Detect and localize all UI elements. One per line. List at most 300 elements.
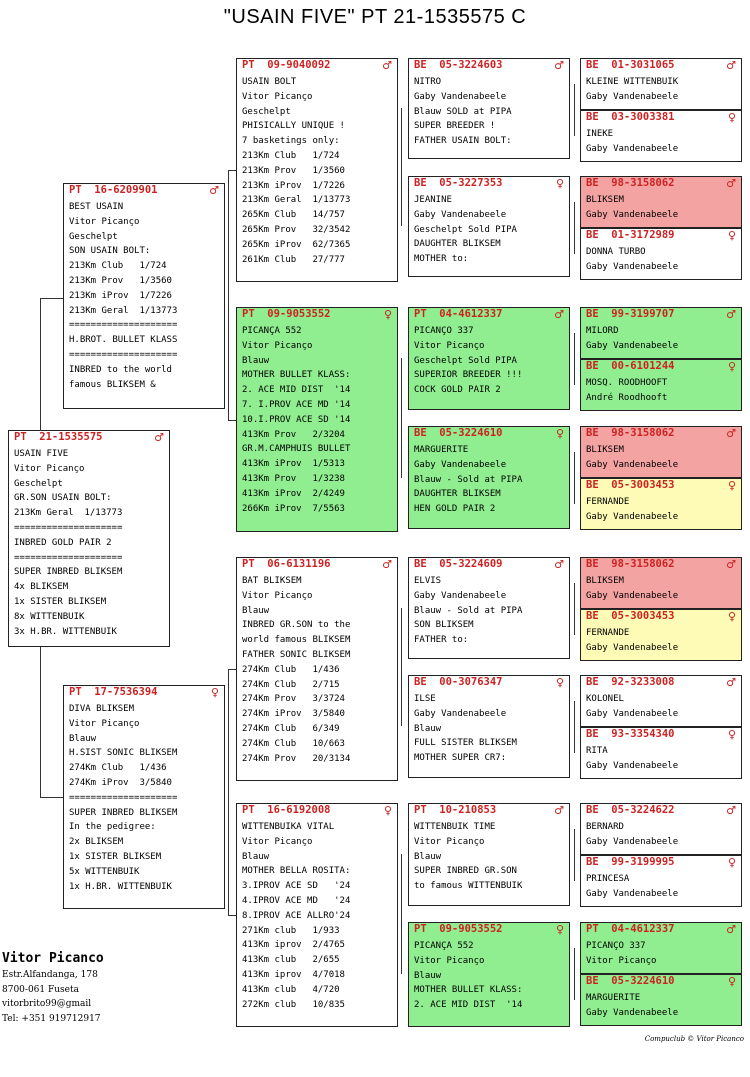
female-symbol-icon: ♀ [555, 177, 564, 190]
ring-number-text: PT 09-9053552 [242, 308, 331, 320]
pedigree-line: ==================== [69, 349, 178, 360]
pedigree-line: Vitor Picanço [69, 718, 140, 729]
female-symbol-icon: ♀ [555, 923, 564, 936]
pigeon-name: KOLONEL [586, 694, 624, 704]
female-symbol-icon: ♀ [210, 686, 219, 699]
pedigree-card-gggen-14 [580, 855, 742, 907]
ring-number-text: PT 16-6209901 [69, 184, 158, 196]
pedigree-card-dam-dam [236, 803, 398, 1027]
ring-number [581, 229, 741, 242]
pedigree-line: INBRED GOLD PAIR 2 [14, 537, 112, 548]
pedigree-card-ggen-1 [408, 58, 570, 159]
connector-line [228, 669, 229, 915]
connector-line [574, 948, 575, 1000]
pedigree-line: MOTHER SUPER CR7: [414, 753, 507, 764]
breeder-email: vitorbrito99@gmail [2, 999, 92, 1009]
pedigree-line: DAUGHTER BLIKSEM [414, 489, 501, 500]
pedigree-line: DAUGHTER BLIKSEM [414, 239, 501, 250]
pedigree-line: H.SIST SONIC BLIKSEM [69, 748, 178, 759]
pedigree-line: Gaby Vandenabeele [414, 708, 507, 719]
pedigree-line: Blauw - Sold at PIPA [414, 605, 523, 616]
ring-number-text: BE 05-3003453 [586, 610, 675, 622]
breeder-address-city: 8700-061 Fuseta [2, 984, 79, 995]
pigeon-name: RITA [586, 746, 608, 756]
pedigree-line: Gaby Vandenabeele [586, 1007, 679, 1018]
pigeon-name: BLIKSEM [586, 576, 624, 586]
pedigree-line: 4x BLIKSEM [14, 582, 69, 593]
pigeon-name: USAIN FIVE [14, 449, 69, 459]
connector-line [40, 797, 63, 798]
ring-number-text: BE 99-3199707 [586, 308, 675, 320]
pedigree-line: Blauw [414, 970, 442, 981]
pedigree-card-sire-dam [236, 307, 398, 532]
pedigree-line: Gaby Vandenabeele [414, 590, 507, 601]
female-symbol-icon: ♀ [727, 728, 736, 741]
pedigree-line: 5x WITTENBUIK [69, 866, 140, 877]
pedigree-line: FULL SISTER BLIKSEM [414, 738, 517, 749]
ring-number [581, 177, 741, 190]
pedigree-line: 413Km club 2/655 [242, 955, 340, 966]
pigeon-name: KLEINE WITTENBUIK [586, 77, 679, 87]
ring-number [581, 804, 741, 817]
pedigree-card-ggen-4 [408, 426, 570, 529]
pedigree-line: Vitor Picanço [242, 836, 313, 847]
ring-number-text: PT 09-9040092 [242, 59, 331, 71]
pedigree-card-sire-sire [236, 58, 398, 282]
male-symbol-icon: ♂ [726, 177, 736, 190]
ring-number [237, 59, 397, 72]
pedigree-line: world famous BLIKSEM [242, 635, 351, 646]
female-symbol-icon: ♀ [727, 610, 736, 623]
pedigree-card-ggen-8 [408, 922, 570, 1027]
ring-number [409, 308, 569, 321]
breeder-contact [2, 950, 104, 1026]
pedigree-line: SUPERIOR BREEDER !!! [414, 370, 523, 381]
pedigree-line: 274Km Prov 20/3134 [242, 753, 351, 764]
pedigree-line: 213Km Prov 1/3560 [242, 165, 345, 176]
ring-number-text: BE 05-3224622 [586, 804, 675, 816]
breeder-phone: Tel: +351 919712917 [2, 1013, 101, 1024]
connector-line [228, 170, 236, 171]
pedigree-line: 213Km Prov 1/3560 [69, 275, 172, 286]
pedigree-line: 7 basketings only: [242, 136, 340, 147]
pigeon-name: USAIN BOLT [242, 77, 297, 87]
pedigree-line: Geschelpt [14, 478, 63, 489]
male-symbol-icon: ♂ [726, 804, 736, 817]
connector-line [401, 854, 402, 974]
ring-number-text: BE 05-3224609 [414, 558, 503, 570]
ring-number [409, 427, 569, 440]
pedigree-line: SUPER INBRED BLIKSEM [69, 807, 178, 818]
pedigree-line: Blauw [242, 851, 270, 862]
ring-number-text: BE 05-3227353 [414, 177, 503, 189]
ring-number-text: BE 05-3224610 [586, 975, 675, 987]
connector-line [40, 298, 63, 299]
ring-number [581, 427, 741, 440]
pedigree-line: to famous WITTENBUIK [414, 881, 523, 892]
pedigree-line: GR.SON USAIN BOLT: [14, 493, 112, 504]
pedigree-line: Gaby Vandenabeele [586, 459, 679, 470]
female-symbol-icon: ♀ [555, 427, 564, 440]
pedigree-line: Geschelpt [242, 106, 291, 117]
ring-number-text: PT 17-7536394 [69, 686, 158, 698]
pedigree-line: Gaby Vandenabeele [586, 836, 679, 847]
male-symbol-icon: ♂ [554, 59, 564, 72]
female-symbol-icon: ♀ [383, 804, 392, 817]
ring-number-text: PT 04-4612337 [586, 923, 675, 935]
pedigree-line: Gaby Vandenabeele [586, 209, 679, 220]
pedigree-line: 213Km Geral 1/13773 [69, 305, 178, 316]
pedigree-line: 413Km iProv 2/4249 [242, 488, 345, 499]
pigeon-name: WITTENBUIK TIME [414, 822, 496, 832]
female-symbol-icon: ♀ [383, 308, 392, 321]
pedigree-line: Vitor Picanço [69, 216, 140, 227]
ring-number [581, 308, 741, 321]
male-symbol-icon: ♂ [726, 923, 736, 936]
pedigree-line: 274Km iProv 3/5840 [69, 777, 172, 788]
pedigree-card-gggen-8 [580, 478, 742, 530]
pedigree-line: 1x H.BR. WITTENBUIK [69, 881, 172, 892]
pedigree-line: GR.M.CAMPHUIS BULLET [242, 444, 351, 455]
pedigree-line: 261Km Club 27/777 [242, 254, 345, 265]
pigeon-name: PICANÇO 337 [586, 941, 646, 951]
male-symbol-icon: ♂ [554, 804, 564, 817]
pedigree-line: Gaby Vandenabeele [586, 91, 679, 102]
pedigree-line: Gaby Vandenabeele [586, 590, 679, 601]
pedigree-line: famous BLIKSEM & [69, 379, 156, 390]
pedigree-line: 213Km iProv 1/7226 [242, 180, 345, 191]
pedigree-line: Blauw [242, 355, 270, 366]
pedigree-line: 413Km iprov 4/7018 [242, 969, 345, 980]
pigeon-name: ILSE [414, 694, 436, 704]
male-symbol-icon: ♂ [154, 431, 164, 444]
pigeon-name: MARGUERITE [414, 445, 469, 455]
ring-number [237, 804, 397, 817]
pedigree-line: 274Km Club 1/436 [242, 664, 340, 675]
pedigree-card-subject [8, 430, 170, 647]
ring-number-text: BE 01-3031065 [586, 59, 675, 71]
pedigree-line: 3.IPROV ACE SD '24 [242, 881, 351, 892]
ring-number [409, 923, 569, 936]
pigeon-name: PICANÇA 552 [242, 326, 302, 336]
pedigree-card-gggen-11 [580, 675, 742, 727]
pedigree-line: 1x SISTER BLIKSEM [14, 596, 107, 607]
pedigree-line: 272Km club 10/835 [242, 999, 345, 1010]
connector-line [574, 452, 575, 504]
pedigree-line: 274Km iProv 3/5840 [242, 709, 345, 720]
pedigree-line: Blauw [414, 851, 442, 862]
pedigree-line: ==================== [14, 552, 123, 563]
pedigree-line: SUPER INBRED GR.SON [414, 866, 517, 877]
pedigree-line: Vitor Picanço [414, 955, 485, 966]
pedigree-card-gggen-3 [580, 176, 742, 228]
pedigree-line: 213Km Geral 1/13773 [242, 195, 351, 206]
ring-number-text: BE 92-3233008 [586, 676, 675, 688]
ring-number-text: BE 00-6101244 [586, 360, 675, 372]
ring-number [581, 59, 741, 72]
pedigree-card-gggen-10 [580, 609, 742, 661]
breeder-name: Vitor Picanco [2, 951, 104, 966]
pedigree-line: 2x BLIKSEM [69, 837, 124, 848]
pedigree-line: Blauw [414, 723, 442, 734]
pedigree-line: FATHER USAIN BOLT: [414, 136, 512, 147]
pedigree-line: Gaby Vandenabeele [586, 511, 679, 522]
ring-number [581, 558, 741, 571]
pedigree-line: Gaby Vandenabeele [586, 708, 679, 719]
pigeon-name: JEANINE [414, 195, 452, 205]
pigeon-name: BAT BLIKSEM [242, 576, 302, 586]
ring-number-text: PT 16-6192008 [242, 804, 331, 816]
pedigree-line: 8.IPROV ACE ALLRO'24 [242, 910, 351, 921]
pedigree-card-ggen-5 [408, 557, 570, 659]
pigeon-name: DIVA BLIKSEM [69, 704, 135, 714]
pedigree-card-gggen-12 [580, 727, 742, 779]
pedigree-line: 413Km Prov 2/3204 [242, 429, 345, 440]
pedigree-card-gggen-1 [580, 58, 742, 110]
ring-number-text: BE 99-3199995 [586, 856, 675, 868]
ring-number [581, 923, 741, 936]
ring-number [9, 431, 169, 444]
male-symbol-icon: ♂ [382, 558, 392, 571]
pedigree-line: SUPER INBRED BLIKSEM [14, 567, 123, 578]
pedigree-title: "USAIN FIVE" PT 21-1535575 C [223, 6, 527, 28]
female-symbol-icon: ♀ [727, 975, 736, 988]
pedigree-card-ggen-7 [408, 803, 570, 906]
ring-number-text: BE 05-3003453 [586, 479, 675, 491]
ring-number [409, 558, 569, 571]
ring-number [409, 676, 569, 689]
ring-number [237, 308, 397, 321]
pedigree-line: SUPER BREEDER ! [414, 121, 496, 132]
ring-number-text: PT 04-4612337 [414, 308, 503, 320]
pedigree-card-ggen-2 [408, 176, 570, 277]
pedigree-line: 413Km club 4/720 [242, 984, 340, 995]
female-symbol-icon: ♀ [727, 479, 736, 492]
pedigree-line: 413Km Prov 1/3238 [242, 473, 345, 484]
male-symbol-icon: ♂ [554, 308, 564, 321]
pedigree-line: 274Km Prov 3/3724 [242, 694, 345, 705]
pedigree-line: 1x SISTER BLIKSEM [69, 851, 162, 862]
pedigree-line: André Roodhooft [586, 392, 668, 403]
ring-number [64, 686, 224, 699]
pedigree-line: Gaby Vandenabeele [586, 888, 679, 899]
pigeon-name: FERNANDE [586, 628, 630, 638]
pedigree-line: Blauw - Sold at PIPA [414, 474, 523, 485]
pedigree-line: Vitor Picanço [242, 91, 313, 102]
ring-number-text: BE 98-3158062 [586, 177, 675, 189]
pedigree-line: 413Km iProv 1/5313 [242, 459, 345, 470]
pedigree-line: 3x H.BR. WITTENBUIK [14, 626, 117, 637]
ring-number-text: BE 01-3172989 [586, 229, 675, 241]
ring-number [581, 728, 741, 741]
male-symbol-icon: ♂ [726, 676, 736, 689]
connector-line [574, 701, 575, 753]
pedigree-line: 213Km Club 1/724 [69, 261, 167, 272]
pedigree-line: MOTHER BELLA ROSITA: [242, 866, 351, 877]
ring-number [409, 804, 569, 817]
pedigree-line: Gaby Vandenabeele [414, 459, 507, 470]
pigeon-name: WITTENBUIKA VITAL [242, 822, 335, 832]
pedigree-line: Blauw [69, 733, 97, 744]
pedigree-line: 265Km iProv 62/7365 [242, 239, 351, 250]
pedigree-line: 10.I.PROV ACE SD '14 [242, 414, 351, 425]
pedigree-line: 266Km iProv 7/5563 [242, 503, 345, 514]
pigeon-name: BERNARD [586, 822, 624, 832]
ring-number [581, 975, 741, 988]
ring-number [409, 59, 569, 72]
connector-line [574, 202, 575, 254]
pedigree-line: 213Km Geral 1/13773 [14, 508, 123, 519]
ring-number-text: PT 09-9053552 [414, 923, 503, 935]
connector-line [40, 647, 41, 797]
pedigree-line: INBRED to the world [69, 364, 172, 375]
connector-line [574, 829, 575, 881]
pedigree-line: HEN GOLD PAIR 2 [414, 504, 496, 515]
pigeon-name: DONNA TURBO [586, 247, 646, 257]
pedigree-card-gggen-7 [580, 426, 742, 478]
male-symbol-icon: ♂ [726, 558, 736, 571]
male-symbol-icon: ♂ [726, 59, 736, 72]
connector-line [228, 170, 229, 420]
ring-number-text: BE 98-3158062 [586, 427, 675, 439]
pigeon-name: ELVIS [414, 576, 442, 586]
pedigree-line: 213Km iProv 1/7226 [69, 290, 172, 301]
ring-number-text: BE 05-3224610 [414, 427, 503, 439]
connector-line [401, 608, 402, 726]
pedigree-card-gggen-16 [580, 974, 742, 1026]
connector-line [574, 583, 575, 635]
pigeon-name: BLIKSEM [586, 195, 624, 205]
pedigree-line: 274Km Club 10/663 [242, 738, 345, 749]
pedigree-line: FATHER to: [414, 635, 469, 646]
male-symbol-icon: ♂ [209, 184, 219, 197]
connector-line [574, 333, 575, 385]
pedigree-line: Gaby Vandenabeele [586, 760, 679, 771]
ring-number-text: BE 05-3224603 [414, 59, 503, 71]
ring-number-text: BE 03-3003381 [586, 111, 675, 123]
pigeon-name: BEST USAIN [69, 202, 124, 212]
pedigree-line: Geschelpt Sold PIPA [414, 355, 517, 366]
pigeon-name: PICANÇA 552 [414, 941, 474, 951]
male-symbol-icon: ♂ [726, 427, 736, 440]
pedigree-line: Gaby Vandenabeele [586, 642, 679, 653]
male-symbol-icon: ♂ [382, 59, 392, 72]
female-symbol-icon: ♀ [727, 229, 736, 242]
pedigree-card-gggen-9 [580, 557, 742, 609]
pigeon-name: PRINCESA [586, 874, 630, 884]
ring-number [581, 856, 741, 869]
pigeon-name: MARGUERITE [586, 993, 641, 1003]
pedigree-line: Gaby Vandenabeele [586, 340, 679, 351]
pedigree-line: INBRED GR.SON to the [242, 620, 351, 631]
ring-number [581, 111, 741, 124]
pedigree-line: MOTHER BULLET KLASS: [242, 370, 351, 381]
pedigree-card-dam-sire [236, 557, 398, 781]
ring-number [64, 184, 224, 197]
pedigree-card-gggen-2 [580, 110, 742, 162]
pedigree-line: SON USAIN BOLT: [69, 246, 151, 257]
connector-line [401, 358, 402, 478]
pedigree-line: COCK GOLD PAIR 2 [414, 385, 501, 396]
ring-number [237, 558, 397, 571]
pigeon-name: PICANÇO 337 [414, 326, 474, 336]
connector-line [228, 669, 236, 670]
pedigree-line: SON BLIKSEM [414, 620, 474, 631]
pedigree-line: Vitor Picanço [14, 463, 85, 474]
pedigree-line: FATHER SONIC BLIKSEM [242, 649, 351, 660]
pedigree-line: Blauw [242, 605, 270, 616]
connector-line [40, 298, 41, 431]
pigeon-name: BLIKSEM [586, 445, 624, 455]
pedigree-line: 413Km iprov 2/4765 [242, 940, 345, 951]
ring-number [581, 360, 741, 373]
pedigree-line: PHISICALLY UNIQUE ! [242, 121, 345, 132]
female-symbol-icon: ♀ [727, 111, 736, 124]
male-symbol-icon: ♂ [554, 558, 564, 571]
pedigree-line: Vitor Picanço [242, 340, 313, 351]
pedigree-line: Geschelpt [69, 231, 118, 242]
pedigree-line: Vitor Picanço [242, 590, 313, 601]
pedigree-line: 4.IPROV ACE MD '24 [242, 895, 351, 906]
pedigree-line: 265Km Prov 32/3542 [242, 224, 351, 235]
pigeon-name: MILORD [586, 326, 619, 336]
female-symbol-icon: ♀ [727, 856, 736, 869]
pedigree-card-gggen-6 [580, 359, 742, 411]
pedigree-line: 213Km Club 1/724 [242, 150, 340, 161]
connector-line [574, 84, 575, 136]
pedigree-card-ggen-3 [408, 307, 570, 410]
pedigree-line: 2. ACE MID DIST '14 [242, 385, 351, 396]
pedigree-line: 265Km Club 14/757 [242, 210, 345, 221]
pedigree-line: ==================== [69, 320, 178, 331]
pedigree-line: 274Km Club 2/715 [242, 679, 340, 690]
female-symbol-icon: ♀ [555, 676, 564, 689]
pedigree-line: 271Km club 1/933 [242, 925, 340, 936]
male-symbol-icon: ♂ [726, 308, 736, 321]
pedigree-line: 274Km Club 6/349 [242, 723, 340, 734]
pedigree-card-gggen-13 [580, 803, 742, 855]
pedigree-card-ggen-6 [408, 675, 570, 778]
pigeon-name: NITRO [414, 77, 442, 87]
pedigree-line: ==================== [14, 522, 123, 533]
pedigree-line: Vitor Picanço [414, 340, 485, 351]
ring-number [581, 676, 741, 689]
ring-number [409, 177, 569, 190]
connector-line [228, 420, 236, 421]
pigeon-name: INEKE [586, 129, 614, 139]
pedigree-line: H.BROT. BULLET KLASS [69, 335, 178, 346]
pedigree-line: Vitor Picanço [586, 955, 657, 966]
pedigree-card-mother [63, 685, 225, 909]
ring-number-text: BE 00-3076347 [414, 676, 503, 688]
pedigree-card-gggen-4 [580, 228, 742, 280]
pedigree-line: MOTHER to: [414, 254, 469, 265]
ring-number [581, 610, 741, 623]
pedigree-card-gggen-5 [580, 307, 742, 359]
pedigree-card-father [63, 183, 225, 409]
ring-number-text: PT 06-6131196 [242, 558, 331, 570]
pedigree-line: Vitor Picanço [414, 836, 485, 847]
female-symbol-icon: ♀ [727, 360, 736, 373]
ring-number-text: BE 93-3354340 [586, 728, 675, 740]
pigeon-name: FERNANDE [586, 497, 630, 507]
ring-number [581, 479, 741, 492]
pigeon-name: MOSQ. ROODHOOFT [586, 378, 668, 388]
pedigree-line: In the pedigree: [69, 822, 156, 833]
breeder-address-street: Estr.Alfandanga, 178 [2, 970, 98, 980]
pedigree-line: Gaby Vandenabeele [414, 91, 507, 102]
ring-number-text: PT 10-210853 [414, 804, 497, 816]
